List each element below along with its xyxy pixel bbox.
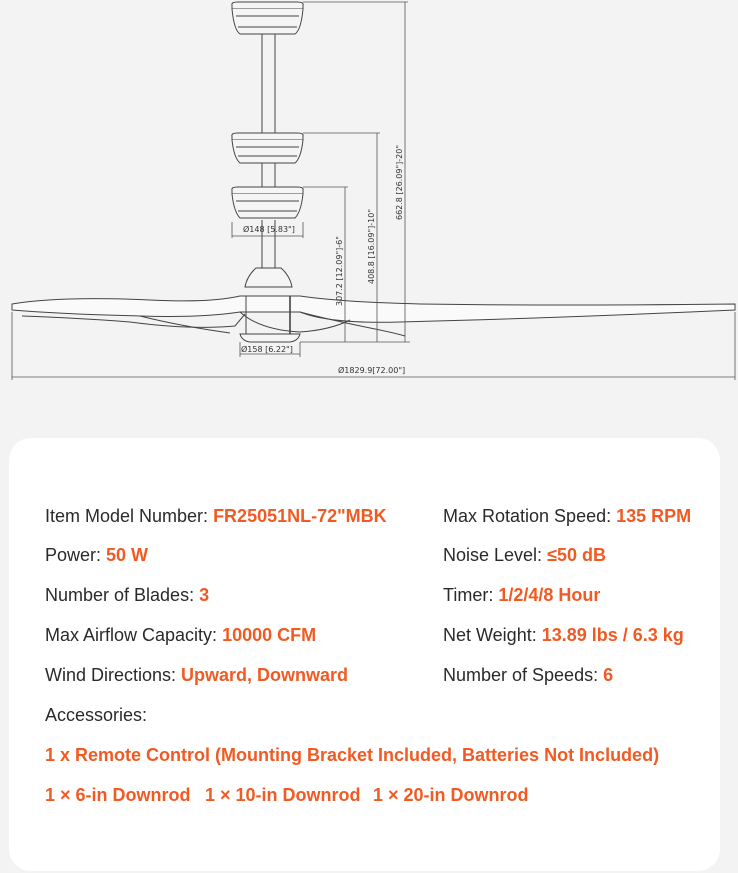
light-diameter-label: Ø158 [6.22"] — [241, 345, 293, 354]
accessories-heading: Accessories: — [45, 705, 148, 725]
spec-noise-value: ≤50 dB — [547, 545, 606, 565]
spec-noise — [443, 544, 606, 566]
accessory-remote-control: 1 x Remote Control (Mounting Bracket Included, Batteries Not Included) — [45, 745, 660, 765]
canopy-10in — [232, 133, 303, 163]
spec-weight — [443, 624, 684, 646]
spec-model-value: FR25051NL-72"MBK — [213, 506, 387, 526]
spec-noise-label: Noise Level: — [443, 545, 548, 565]
spec-timer-value: 1/2/4/8 Hour — [498, 585, 601, 605]
spec-rotation — [443, 505, 691, 527]
accessory-10in-downrod: 1 × 10-in Downrod — [205, 785, 361, 805]
spec-blades-label: Number of Blades: — [45, 585, 200, 605]
canopy-6in — [232, 187, 303, 218]
spec-power-value: 50 W — [106, 545, 149, 565]
spec-airflow-value: 10000 CFM — [222, 625, 317, 645]
accessory-20in-downrod: 1 × 20-in Downrod — [373, 785, 529, 805]
height-20in-label: 662.8 [26.09"]-20" — [395, 144, 404, 220]
spec-weight-label: Net Weight: — [443, 625, 542, 645]
spec-speeds — [443, 664, 613, 686]
spec-rotation-value: 135 RPM — [616, 506, 692, 526]
spec-rotation-label: Max Rotation Speed: — [443, 506, 617, 526]
canopy-diameter-label: Ø148 [5.83"] — [243, 225, 295, 234]
height-10in-label: 408.8 [16.09"]-10" — [367, 208, 376, 284]
spec-model — [45, 505, 387, 527]
span-label: Ø1829.9[72.00"] — [338, 366, 406, 375]
fan-dimension-drawing — [0, 0, 738, 420]
spec-weight-value: 13.89 lbs / 6.3 kg — [541, 625, 684, 645]
spec-blades-value: 3 — [199, 585, 210, 605]
spec-timer-label: Timer: — [443, 585, 499, 605]
spec-speeds-label: Number of Speeds: — [443, 665, 604, 685]
spec-blades — [45, 584, 209, 606]
specifications-card — [9, 438, 720, 871]
spec-power-label: Power: — [45, 545, 107, 565]
fan-blades — [12, 296, 735, 336]
spec-airflow-label: Max Airflow Capacity: — [45, 625, 223, 645]
height-6in-label: 307.2 [12.09"]-6" — [335, 236, 344, 306]
spec-speeds-value: 6 — [603, 665, 614, 685]
spec-timer — [443, 584, 600, 606]
spec-model-label: Item Model Number: — [45, 506, 214, 526]
spec-wind-value: Upward, Downward — [181, 665, 349, 685]
spec-power — [45, 544, 148, 566]
accessory-6in-downrod: 1 × 6-in Downrod — [45, 785, 191, 805]
fan-diagram-svg — [0, 0, 738, 420]
spec-wind-label: Wind Directions: — [45, 665, 182, 685]
spec-wind — [45, 664, 348, 686]
canopy-20in — [232, 2, 303, 34]
spec-airflow — [45, 624, 316, 646]
